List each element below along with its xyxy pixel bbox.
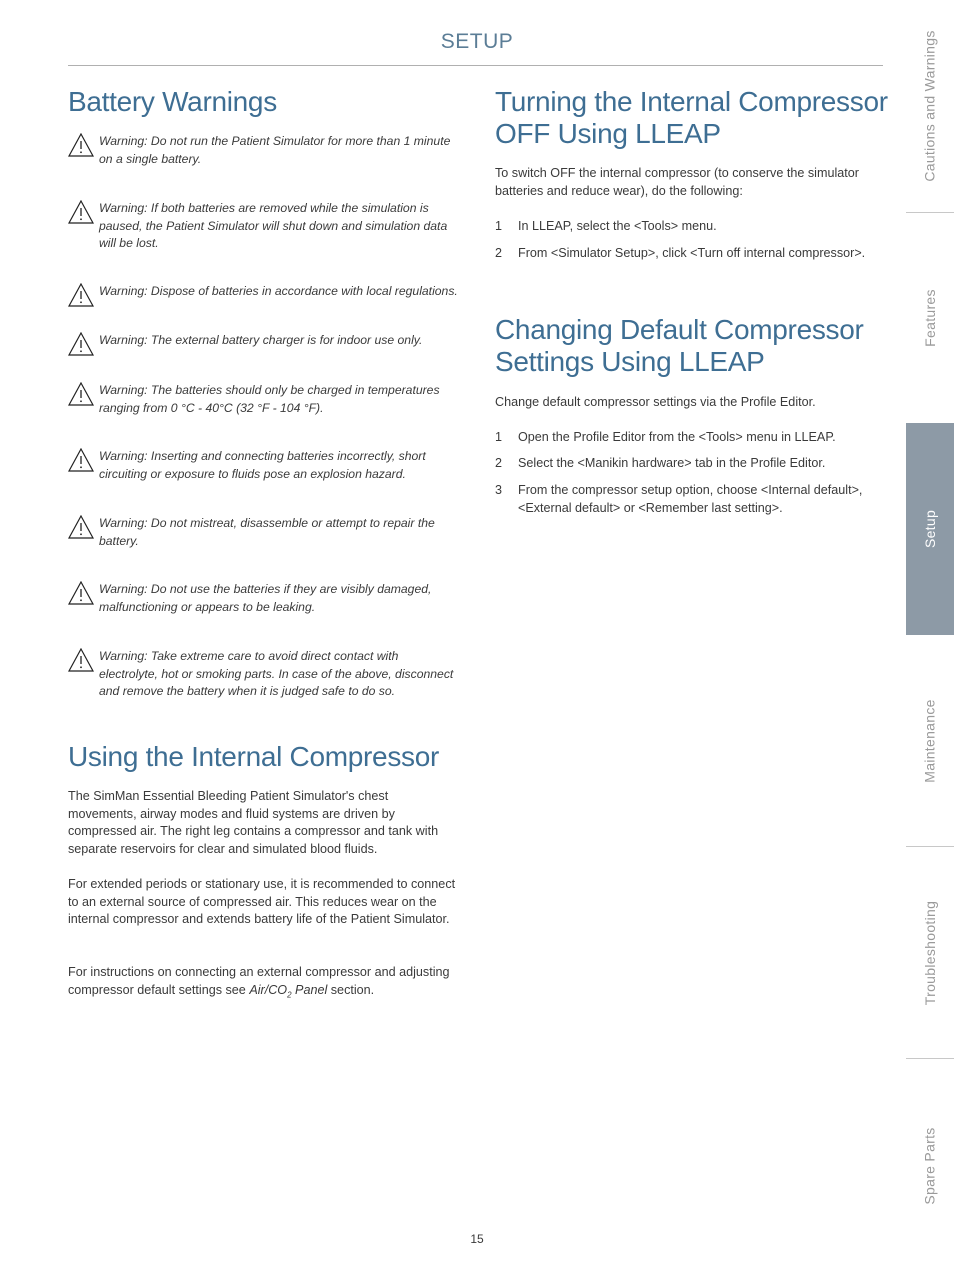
tab-maintenance[interactable] <box>906 635 954 846</box>
tab-cautions-and-warnings[interactable] <box>906 0 954 212</box>
compressor-instructions <box>68 964 460 1004</box>
step-number: 2 <box>495 456 503 470</box>
header-divider <box>68 65 883 66</box>
co2-subscript: 2 <box>287 990 292 1000</box>
change-defaults-heading <box>495 314 864 378</box>
warning-item <box>68 133 460 193</box>
warning-triangle-icon <box>68 332 94 356</box>
step-text: From <Simulator Setup>, click <Turn off internal compressor>. <box>518 246 866 260</box>
section-header-title: SETUP <box>440 30 514 53</box>
warning-triangle-icon <box>68 648 94 672</box>
section-tab-sidebar <box>906 0 954 1272</box>
tab-label: Troubleshooting <box>922 900 939 1005</box>
page-number: 15 <box>470 1232 484 1246</box>
turn-off-heading-line2: OFF Using LLEAP <box>495 118 721 149</box>
step-text: In LLEAP, select the <Tools> menu. <box>518 219 717 233</box>
warning-item <box>68 382 460 442</box>
battery-warnings-heading: Battery Warnings <box>68 86 277 117</box>
turn-off-heading-line1: Turning the Internal Compressor <box>495 86 888 117</box>
warning-triangle-icon <box>68 200 94 224</box>
change-defaults-intro: Change default compressor settings via the Profile Editor. <box>495 395 816 409</box>
tab-label: Setup <box>922 509 938 549</box>
instructions-text: For instructions on connecting an external compressor and adjusting compressor default settings see <box>68 965 450 997</box>
warning-triangle-icon <box>68 581 94 605</box>
tab-troubleshooting[interactable] <box>906 847 954 1058</box>
air-co2-panel-reference: Air/CO <box>249 982 288 997</box>
compressor-paragraph: The SimMan Essential Bleeding Patient Simulator's chest movements, airway modes and fluid systems are driven by compressed air. The right leg contains a compressor and tank with separate reservoirs for clear and simulated blood fluids. <box>68 789 439 856</box>
warning-triangle-icon <box>68 448 94 472</box>
warning-text: Warning: If both batteries are removed while the simulation is paused, the Patient Simulator will shut down and simulation data will be lost. <box>99 201 448 251</box>
step-text: Select the <Manikin hardware> tab in the Profile Editor. <box>518 456 826 470</box>
warning-item <box>68 581 460 641</box>
warning-text: Warning: Inserting and connecting batteries incorrectly, short circuiting or exposure to fluids pose an explosion hazard. <box>99 449 426 481</box>
warning-triangle-icon <box>68 133 94 157</box>
step-text: From the compressor setup option, choose <Internal default>, <External default> or <Remember last setting>. <box>518 483 863 515</box>
turn-off-heading <box>495 86 888 150</box>
warning-text: Warning: Do not use the batteries if they are visibly damaged, malfunctioning or appears to be leaking. <box>99 582 432 614</box>
warning-text: Warning: The batteries should only be charged in temperatures ranging from 0 °C - 40°C (32 °F - 104 °F). <box>99 383 440 415</box>
change-defaults-heading-line2: Settings Using LLEAP <box>495 346 765 377</box>
warning-triangle-icon <box>68 382 94 406</box>
step-number: 1 <box>495 219 503 233</box>
warning-triangle-icon <box>68 283 94 307</box>
warning-text: Warning: Take extreme care to avoid direct contact with electrolyte, hot or smoking parts. In case of the above, disconnect and remove the battery when it is judged safe to do so. <box>99 649 454 699</box>
warning-triangle-icon <box>68 515 94 539</box>
warning-text: Warning: Do not mistreat, disassemble or attempt to repair the battery. <box>99 516 435 548</box>
tab-label: Cautions and Warnings <box>922 30 938 182</box>
turn-off-step <box>495 245 886 263</box>
step-number: 2 <box>495 246 503 260</box>
warning-item <box>68 448 460 508</box>
tab-features[interactable] <box>906 213 954 423</box>
tab-label: Spare Parts <box>922 1126 939 1205</box>
panel-reference-suffix: Panel <box>291 982 328 997</box>
step-number: 1 <box>495 430 503 444</box>
turn-off-step <box>495 218 886 236</box>
tab-label: Maintenance <box>922 698 938 783</box>
tab-setup[interactable] <box>906 423 954 635</box>
internal-compressor-heading: Using the Internal Compressor <box>68 741 440 772</box>
compressor-paragraph: For extended periods or stationary use, it is recommended to connect to an external source of compressed air. This reduces wear on the internal compressor and extends battery life of the Patient Simulator. <box>68 877 456 927</box>
change-defaults-step <box>495 482 886 518</box>
warning-text: Warning: Do not run the Patient Simulator for more than 1 minute on a single battery. <box>99 134 451 166</box>
change-defaults-step <box>495 429 886 447</box>
tab-label: Features <box>922 289 938 347</box>
change-defaults-step <box>495 455 886 473</box>
warning-text: Warning: The external battery charger is for indoor use only. <box>99 333 423 347</box>
turn-off-intro: To switch OFF the internal compressor (to conserve the simulator batteries and reduce wear), do the following: <box>495 166 859 198</box>
step-text: Open the Profile Editor from the <Tools> menu in LLEAP. <box>518 430 836 444</box>
step-number: 3 <box>495 483 503 497</box>
warning-item <box>68 515 460 575</box>
warning-text: Warning: Dispose of batteries in accordance with local regulations. <box>99 284 458 298</box>
warning-item <box>68 648 460 708</box>
change-defaults-heading-line1: Changing Default Compressor <box>495 314 864 345</box>
warning-item <box>68 200 460 260</box>
instructions-suffix: section. <box>327 982 375 997</box>
